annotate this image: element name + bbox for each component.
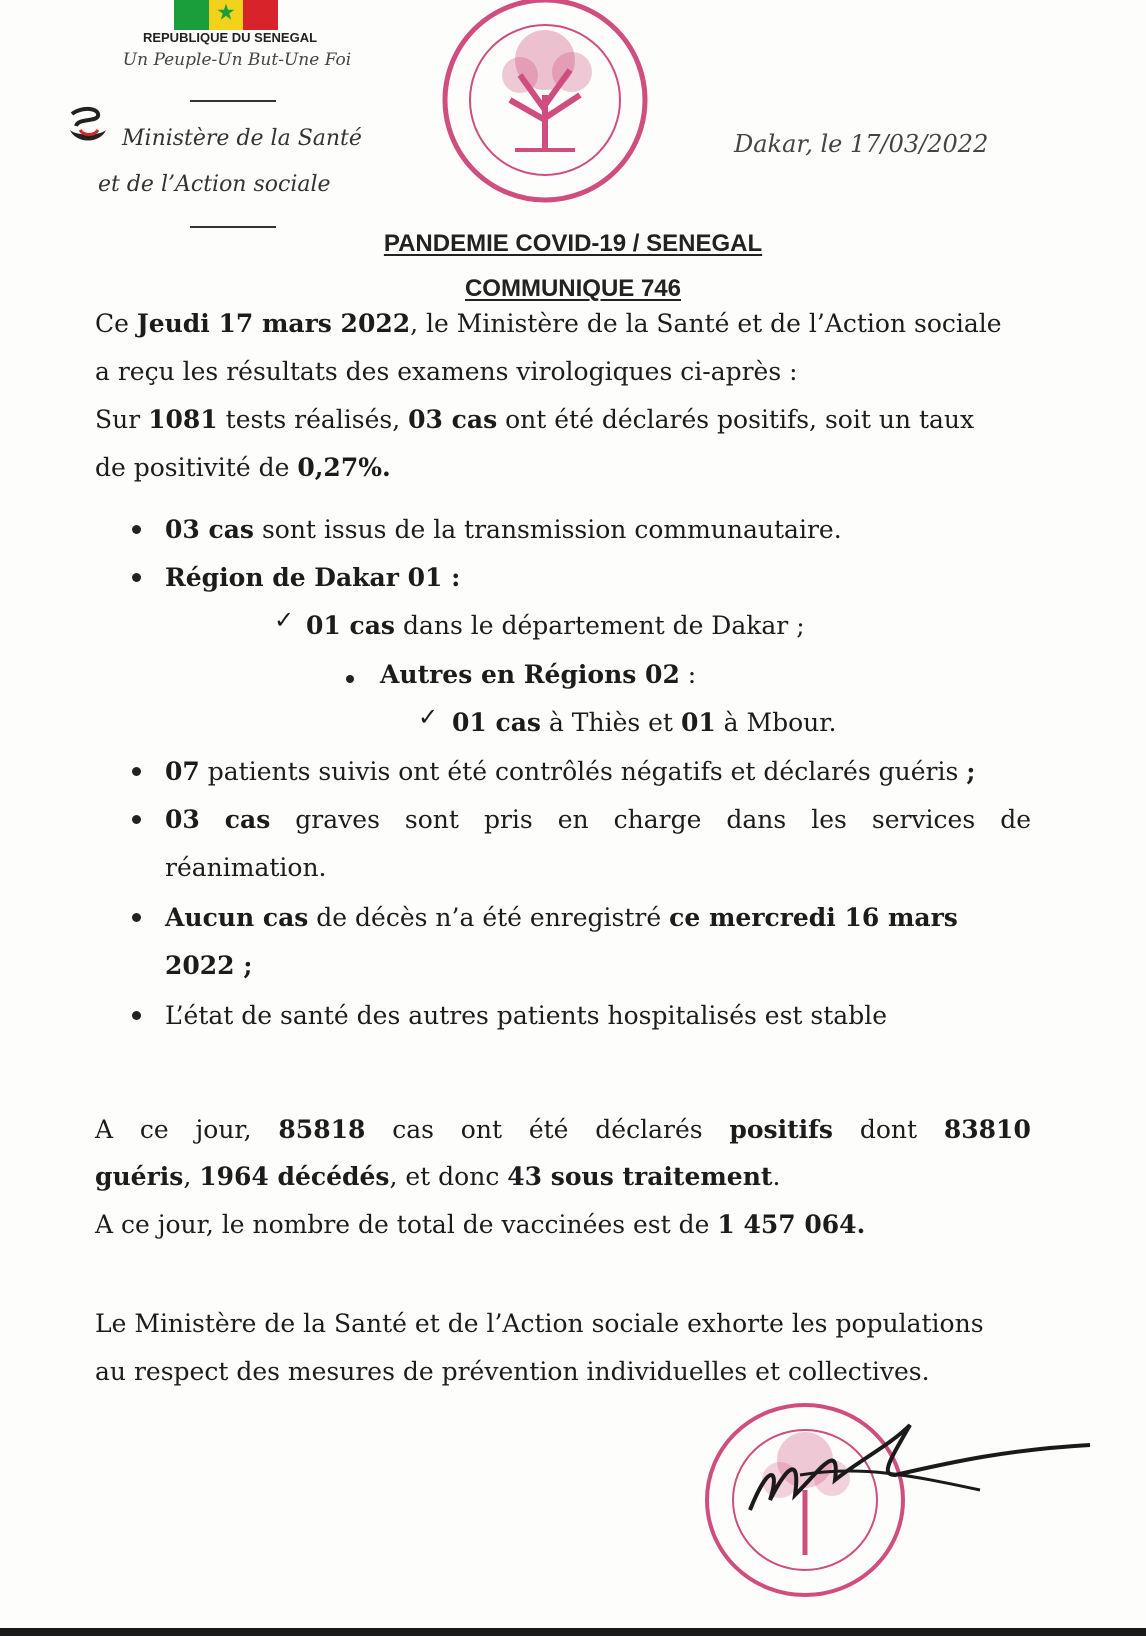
bullet-icon	[132, 815, 141, 824]
closing-line-2: au respect des mesures de prévention individuelles et collectives.	[95, 1357, 930, 1386]
intro-line-2: a reçu les résultats des examens virologiques ci-après :	[95, 357, 798, 386]
vaccination-total: A ce jour, le nombre de total de vaccinées est de 1 457 064.	[95, 1210, 866, 1239]
list-subitem: 01 cas dans le département de Dakar ;	[306, 611, 805, 640]
ministry-logo-icon	[66, 106, 110, 146]
list-item: Région de Dakar 01 :	[165, 563, 461, 592]
totals-line-2: guéris, 1964 décédés, et donc 43 sous traitement.	[95, 1162, 781, 1191]
bullet-icon	[132, 573, 141, 582]
divider	[190, 100, 276, 102]
list-item: 03 cas graves sont pris en charge dans les services de	[165, 805, 1031, 834]
list-subitem: 01 cas à Thiès et 01 à Mbour.	[452, 708, 837, 737]
star-icon: ★	[216, 0, 236, 26]
list-item: 07 patients suivis ont été contrôlés négatifs et déclarés guéris ;	[165, 757, 976, 786]
ministry-name-line2: et de l’Action sociale	[98, 172, 331, 197]
bullet-icon	[132, 1011, 141, 1020]
document-title: PANDEMIE COVID-19 / SENEGAL	[383, 230, 763, 257]
signature-icon	[740, 1420, 1100, 1530]
intro-line-1: Ce Jeudi 17 mars 2022, le Ministère de la Santé et de l’Action sociale	[95, 309, 1002, 338]
list-item: 03 cas sont issus de la transmission communautaire.	[165, 515, 842, 544]
ministry-name-line1: Ministère de la Santé	[122, 126, 362, 151]
country-name: REPUBLIQUE DU SENEGAL	[142, 30, 318, 45]
senegal-flag	[174, 0, 278, 30]
closing-line-1: Le Ministère de la Santé et de l’Action sociale exhorte les populations	[95, 1309, 984, 1338]
list-item: L’état de santé des autres patients hospitalisés est stable	[165, 1001, 887, 1030]
official-stamp-icon	[430, 0, 660, 210]
national-motto: Un Peuple-Un But-Une Foi	[122, 50, 352, 70]
communique-number: COMMUNIQUE 746	[464, 275, 682, 302]
list-item-continuation: réanimation.	[165, 853, 327, 882]
bottom-edge	[0, 1628, 1146, 1636]
list-item: Aucun cas de décès n’a été enregistré ce mercredi 16 mars	[165, 903, 958, 932]
document-date: Dakar, le 17/03/2022	[734, 130, 989, 158]
intro-line-3: Sur 1081 tests réalisés, 03 cas ont été déclarés positifs, soit un taux	[95, 405, 975, 434]
checkmark-icon: ✓	[418, 703, 439, 731]
bullet-icon	[132, 525, 141, 534]
list-item-continuation: 2022 ;	[165, 951, 253, 980]
list-item: Autres en Régions 02 :	[380, 660, 697, 689]
intro-line-4: de positivité de 0,27%.	[95, 453, 391, 482]
bullet-icon	[346, 675, 354, 683]
bullet-icon	[132, 767, 141, 776]
bullet-icon	[132, 913, 141, 922]
totals-line-1: A ce jour, 85818 cas ont été déclarés positifs dont 83810	[95, 1115, 1031, 1144]
divider	[190, 226, 276, 228]
checkmark-icon: ✓	[274, 606, 295, 634]
